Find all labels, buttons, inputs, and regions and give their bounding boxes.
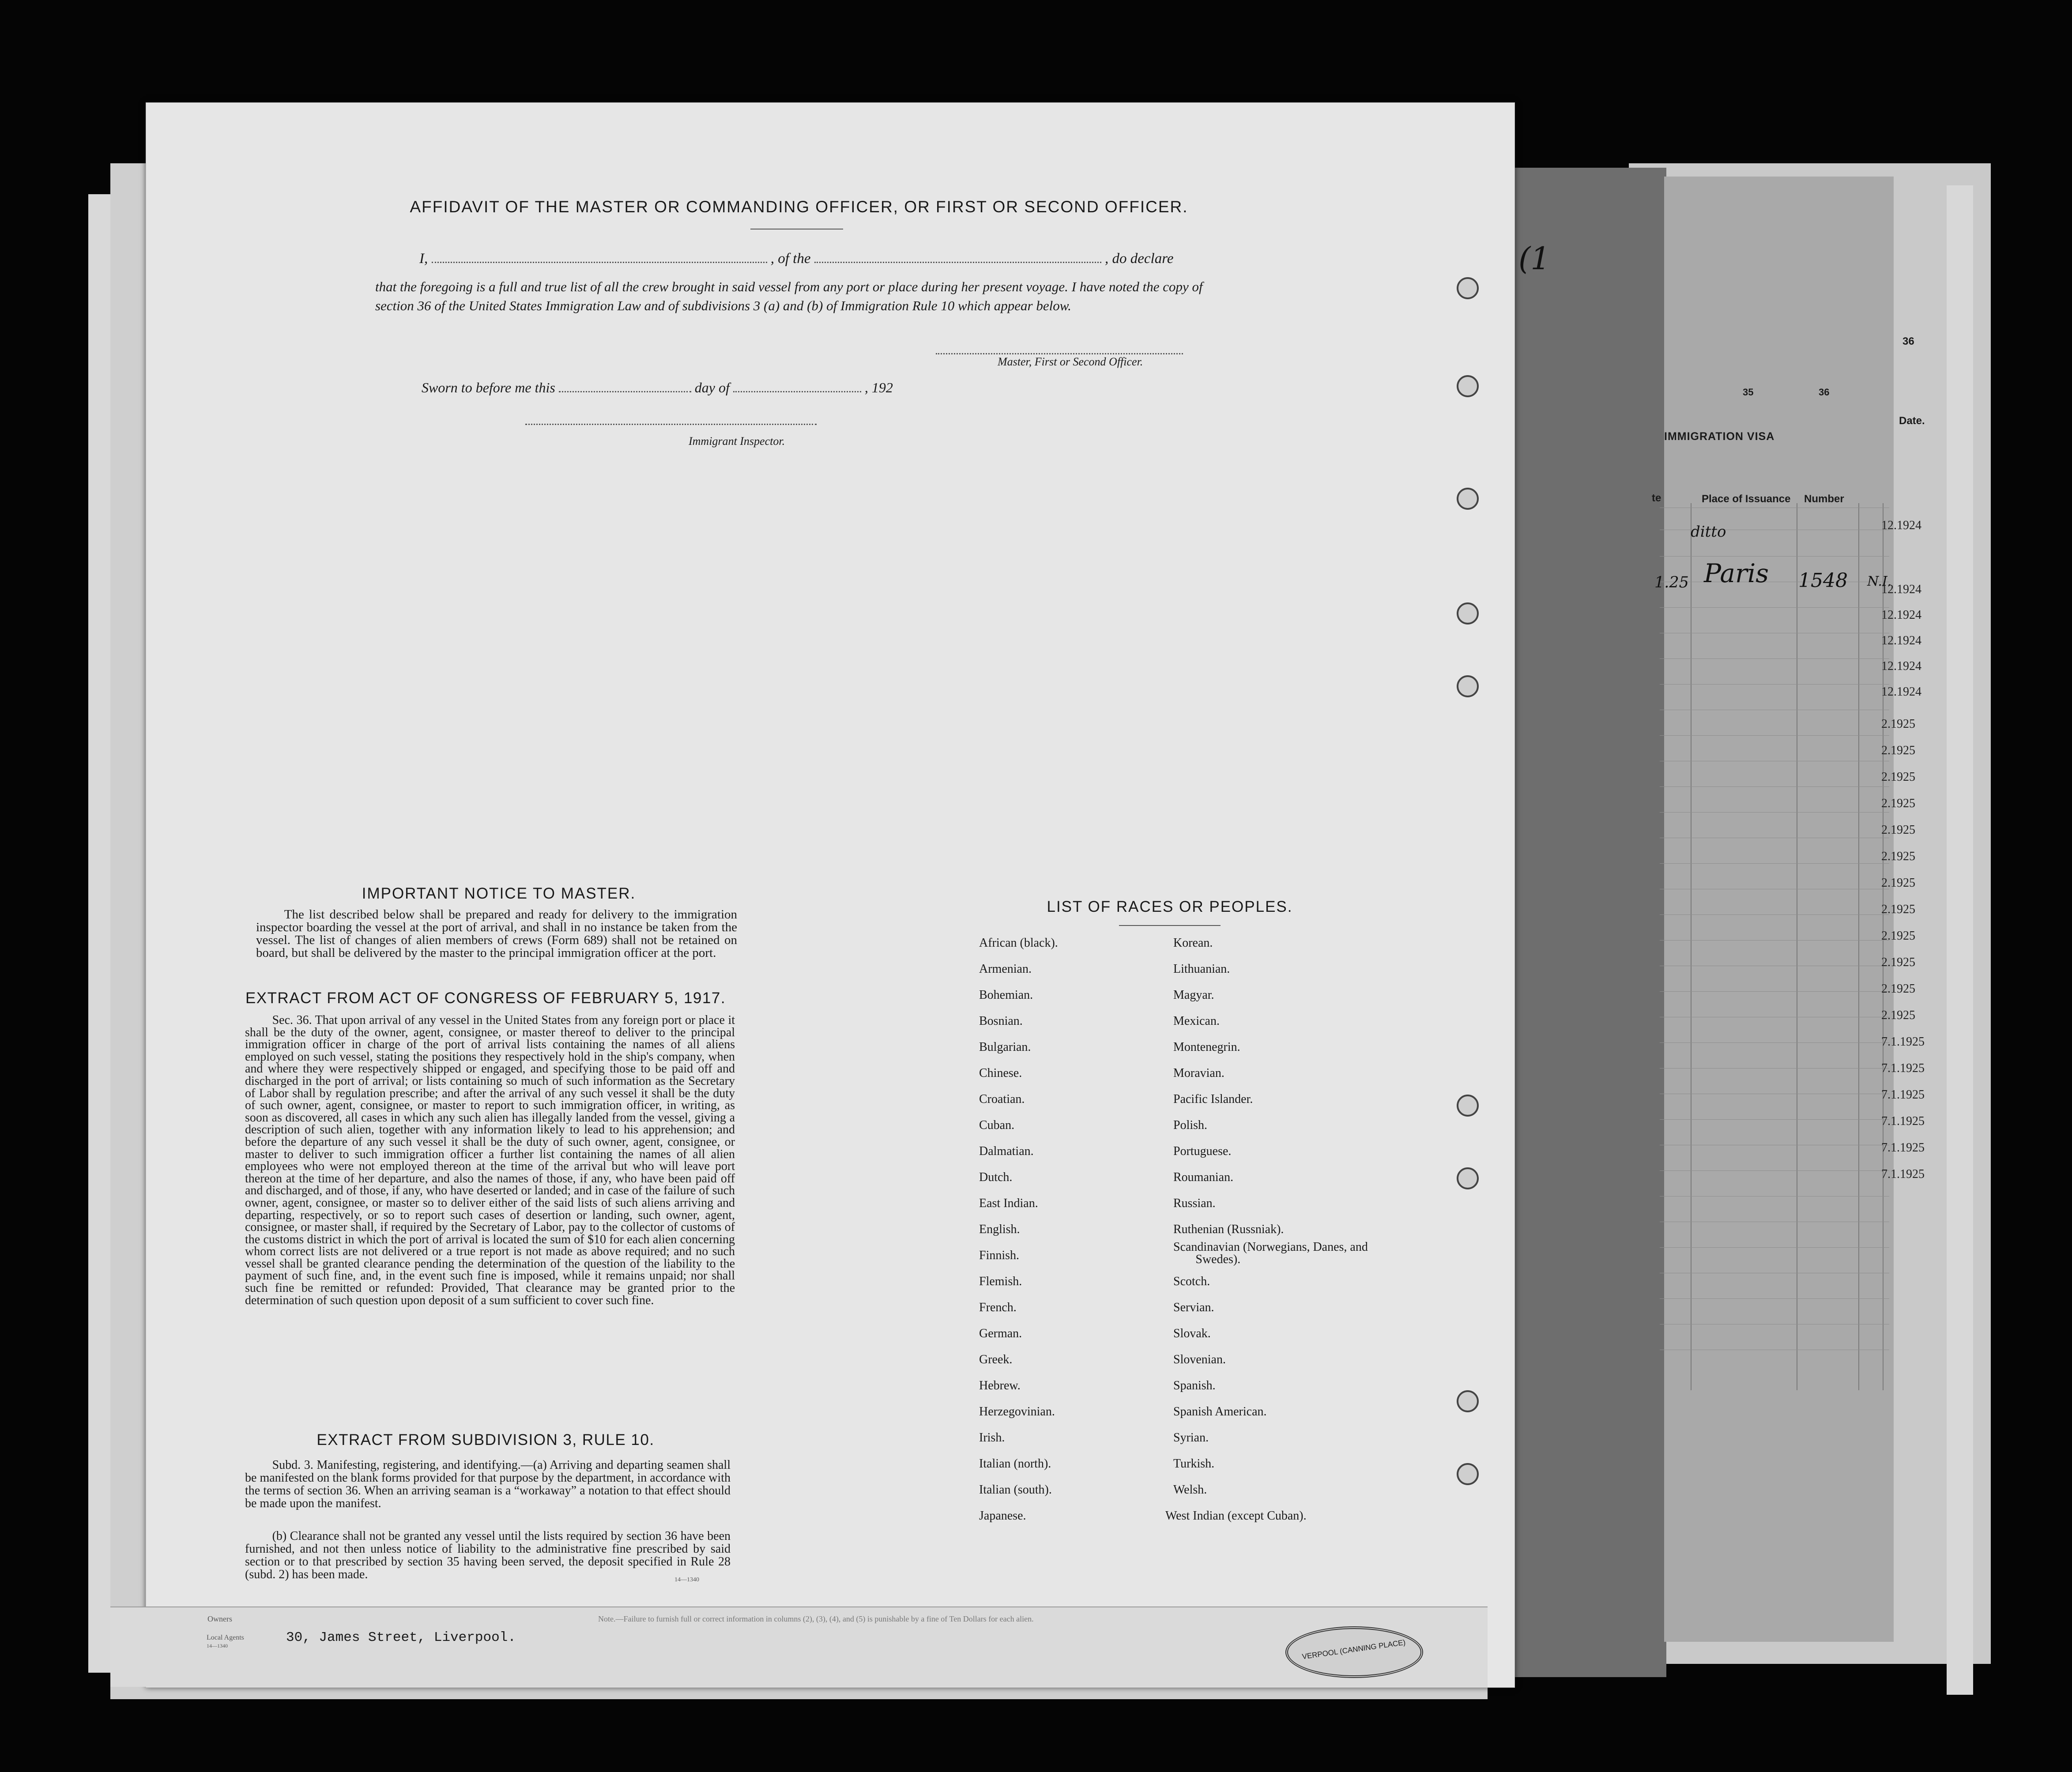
race-left: Italian (north).: [979, 1457, 1051, 1471]
race-right: Pacific Islander.: [1173, 1092, 1253, 1106]
affidavit-title: AFFIDAVIT OF THE MASTER OR COMMANDING OFFICER, OR FIRST OR SECOND OFFICER.: [410, 198, 1188, 216]
date-entry: 12.1924: [1881, 583, 1921, 596]
race-right: Korean.: [1173, 936, 1213, 950]
margin-handwritten-mark: (1: [1518, 241, 1550, 277]
race-left: Finnish.: [979, 1249, 1020, 1262]
race-left: Dutch.: [979, 1170, 1013, 1184]
master-signature-line: [936, 353, 1183, 354]
act-extract-heading: EXTRACT FROM ACT OF CONGRESS OF FEBRUARY 5, 1917.: [245, 989, 726, 1007]
race-left: Chinese.: [979, 1066, 1022, 1080]
date-entry: 7.1.1925: [1881, 1114, 1925, 1128]
race-right: Portuguese.: [1173, 1144, 1232, 1158]
race-left: East Indian.: [979, 1196, 1038, 1210]
port-stamp-text: VERPOOL (CANNING PLACE): [1301, 1638, 1406, 1661]
punch-hole: [1457, 375, 1479, 397]
date-entry: 12.1924: [1881, 634, 1921, 647]
race-left: Dalmatian.: [979, 1144, 1034, 1158]
race-right: Servian.: [1173, 1301, 1214, 1314]
date-entry: 7.1.1925: [1881, 1061, 1925, 1075]
race-left: Croatian.: [979, 1092, 1025, 1106]
race-left: Irish.: [979, 1431, 1005, 1445]
date-entry: 7.1.1925: [1881, 1141, 1925, 1155]
day-blank: [559, 391, 691, 392]
of-the-label: , of the: [770, 251, 811, 267]
visa-number-header: Number: [1804, 493, 1844, 505]
grid-row-line: [1660, 786, 1889, 787]
race-right: Spanish American.: [1173, 1405, 1267, 1418]
races-heading: LIST OF RACES OR PEOPLES.: [1047, 898, 1293, 915]
date-entry: 2.1925: [1881, 770, 1915, 784]
date-entry: 2.1925: [1881, 717, 1915, 731]
punch-hole: [1457, 1095, 1479, 1117]
owners-label: Owners: [207, 1614, 232, 1623]
agent-address: 30, James Street, Liverpool.: [286, 1630, 516, 1645]
grid-row-line: [1660, 1042, 1889, 1043]
grid-row-line: [1660, 607, 1889, 608]
race-left: Armenian.: [979, 962, 1032, 976]
grid-row-line: [1660, 991, 1889, 992]
do-declare-label: , do declare: [1104, 251, 1174, 267]
day-of-label: day of: [694, 380, 730, 395]
immigration-visa-heading: IMMIGRATION VISA: [1664, 430, 1775, 443]
race-right: Roumanian.: [1173, 1170, 1234, 1184]
date-entry: 2.1925: [1881, 744, 1915, 757]
punch-hole: [1457, 1167, 1479, 1189]
punch-hole: [1457, 1463, 1479, 1485]
race-left: Bulgarian.: [979, 1040, 1031, 1054]
race-right: Moravian.: [1173, 1066, 1224, 1080]
date-entry: 2.1925: [1881, 797, 1915, 810]
date-entry: 2.1925: [1881, 929, 1915, 943]
grid-line: [1691, 503, 1692, 1390]
date-entry: 2.1925: [1881, 876, 1915, 890]
race-right: Mexican.: [1173, 1014, 1220, 1028]
date-entry: 7.1.1925: [1881, 1088, 1925, 1102]
i-label: I,: [419, 251, 428, 267]
race-right: Slovenian.: [1173, 1353, 1226, 1366]
grid-row-line: [1660, 735, 1889, 736]
race-right: Spanish.: [1173, 1379, 1216, 1392]
date-entry: 12.1924: [1881, 659, 1921, 673]
race-left: English.: [979, 1223, 1020, 1236]
race-right: Syrian.: [1173, 1431, 1209, 1445]
visa-date-entry: 1.25: [1654, 574, 1689, 591]
race-right: Welsh.: [1173, 1483, 1207, 1497]
inspector-signature-line: [525, 424, 817, 425]
date-entry: 2.1925: [1881, 850, 1915, 863]
punch-hole: [1457, 277, 1479, 299]
notice-text: The list described below shall be prepared and ready for delivery to the immigration inspector boarding the vessel at the port of arrival, and shall in no instance be taken from the vessel. The list of changes of alien members of crews (Form 689) shall not be retained on board, but shall be delivered by the master to the principal immigration officer at the port.: [256, 907, 737, 960]
visa-date-header: te: [1652, 492, 1661, 504]
inspector-label: Immigrant Inspector.: [689, 435, 785, 448]
date-entry: 2.1925: [1881, 956, 1915, 969]
race-left: Hebrew.: [979, 1379, 1021, 1392]
date-column-header: Date.: [1899, 415, 1925, 427]
grid-row-line: [1660, 658, 1889, 659]
subdivision-heading: EXTRACT FROM SUBDIVISION 3, RULE 10.: [316, 1431, 655, 1448]
form-number: 14—1340: [674, 1576, 699, 1583]
race-left: Herzegovinian.: [979, 1405, 1055, 1418]
grid-row-line: [1660, 1119, 1889, 1120]
date-entry: 2.1925: [1881, 903, 1915, 916]
right-page-edge: [1947, 185, 1973, 1695]
race-right: Magyar.: [1173, 988, 1214, 1002]
punch-hole: [1457, 602, 1479, 625]
act-extract-text: Sec. 36. That upon arrival of any vessel in the United States from any foreign port or place it shall be the duty of the owner, agent, consignee, or master thereof to deliver to the principal immigration officer in charge of the port of arrival lists containing the names of all aliens employed on such vessel, stating the positions they respectively hold in the ship's company, when and where they were respectively shipped or engaged, and specifying those to be paid off and discharged in the port of arrival; or lists containing so much of such information as the Secretary of Labor shall by regulation prescribe; and after the arrival of any such vessel it shall be the duty of such owner, agent, consignee, or master to report to such immigration officer, in writing, as soon as discovered, all cases in which any such alien has illegally landed from the vessel, giving a description of such alien, together with any information likely to lead to his apprehension; and before the departure of any such vessel it shall be the duty of such owner, agent, consignee, or master to deliver to such immigration officer a further list containing the names of all alien employees who were not employed thereon at the time of the arrival but who will leave port thereon at the time of her departure, and also the names of those, if any, who have been paid off and discharged, and of those, if any, who have deserted or landed; and in case of the failure of such owner, agent, consignee, or master so to deliver either of the said lists of such aliens arriving and departing, respectively, or so to report such cases of desertion or landing, such owner, agent, consignee, or master shall, if required by the Secretary of Labor, pay to the collector of customs of the customs district in which the port of arrival is located the sum of $10 for each alien concerning whom correct lists are not delivered or a true report is not made as above required; and no such vessel shall be granted clearance pending the determination of the question of the liability to the payment of such fine, and, in the event such fine is imposed, while it remains unpaid; nor shall such fine be remitted or refunded: Provided, That clearance may be granted prior to the determination of such question upon deposit of a sum sufficient to cover such fine.: [245, 1013, 735, 1307]
race-left: Bosnian.: [979, 1014, 1023, 1028]
race-right: Ruthenian (Russniak).: [1173, 1223, 1284, 1236]
grid-row-line: [1660, 684, 1889, 685]
year-prefix: , 192: [864, 380, 893, 395]
punch-hole: [1457, 1390, 1479, 1412]
date-entry: 7.1.1925: [1881, 1035, 1925, 1049]
column-number-35: 35: [1743, 387, 1754, 398]
race-left: African (black).: [979, 936, 1058, 950]
punch-hole: [1457, 488, 1479, 510]
grid-row-line: [1660, 914, 1889, 915]
date-entry: 12.1924: [1881, 519, 1921, 532]
visa-place-entry: Paris: [1704, 558, 1769, 588]
race-right: Scotch.: [1173, 1275, 1210, 1288]
visa-ditto-mark: ditto: [1691, 523, 1726, 541]
crew-list-grid-area: [1664, 177, 1894, 1642]
date-entry: 2.1925: [1881, 1008, 1915, 1022]
race-left: Japanese.: [979, 1509, 1026, 1523]
date-entry: 12.1924: [1881, 685, 1921, 699]
grid-row-line: [1660, 1170, 1889, 1171]
punch-hole: [1457, 675, 1479, 697]
visa-suffix-entry: N.I.: [1867, 574, 1892, 589]
local-agents-text: Local Agents: [207, 1634, 244, 1641]
date-entry: 7.1.1925: [1881, 1167, 1925, 1181]
grid-row-line: [1660, 556, 1889, 557]
date-entry: 12.1924: [1881, 608, 1921, 622]
grid-row-line: [1660, 863, 1889, 864]
race-left: Cuban.: [979, 1118, 1015, 1132]
month-blank: [733, 391, 861, 392]
grid-row-line: [1660, 940, 1889, 941]
race-left: Italian (south).: [979, 1483, 1052, 1497]
column-number-36: 36: [1819, 387, 1830, 398]
local-agents-form: 14—1340: [207, 1643, 228, 1649]
local-agents-label: [207, 1634, 244, 1650]
vessel-blank: [814, 262, 1101, 263]
subdivision-a-text: Subd. 3. Manifesting, registering, and identifying.—(a) Arriving and departing seamen shall be manifested on the blank forms provided for that purpose by the department, in accordance with the terms of section 36. When an arriving seaman is a “workaway” a notation to that effect should be made upon the manifest.: [245, 1458, 731, 1510]
name-blank: [432, 262, 767, 263]
footer-note: Note.—Failure to furnish full or correct information in columns (2), (3), (4), and (5) is punishable by a fine of Ten Dollars for each alien.: [598, 1614, 1034, 1623]
grid-row-line: [1660, 1247, 1889, 1248]
declaration-statement: that the foregoing is a full and true list of all the crew brought in said vessel from any port or place during her present voyage. I have noted the copy of section 36 of the United States Immigration Law and of subdivisions 3 (a) and (b) of Immigration Rule 10 which appear below.: [375, 279, 1203, 313]
race-right: Turkish.: [1173, 1457, 1215, 1471]
race-right: Slovak.: [1173, 1327, 1211, 1340]
races-divider: [1119, 925, 1221, 926]
grid-line: [1858, 503, 1859, 1390]
race-left: Greek.: [979, 1353, 1013, 1366]
sworn-label: Sworn to before me this: [422, 380, 555, 395]
master-signature-label: Master, First or Second Officer.: [998, 355, 1143, 368]
race-right: Montenegrin.: [1173, 1040, 1240, 1054]
column-number-36-top: 36: [1902, 335, 1914, 347]
race-right: Russian.: [1173, 1196, 1216, 1210]
grid-row-line: [1660, 812, 1889, 813]
race-left: Bohemian.: [979, 988, 1033, 1002]
date-entry: 2.1925: [1881, 823, 1915, 837]
notice-heading: IMPORTANT NOTICE TO MASTER.: [362, 885, 636, 902]
date-entry: 2.1925: [1881, 982, 1915, 996]
race-left: German.: [979, 1327, 1022, 1340]
declaration-line: [419, 251, 1214, 267]
race-right: West Indian (except Cuban).: [1165, 1509, 1307, 1523]
race-right: Lithuanian.: [1173, 962, 1230, 976]
sworn-line: [422, 380, 995, 396]
race-left: Flemish.: [979, 1275, 1022, 1288]
grid-row-line: [1660, 1298, 1889, 1299]
subdivision-b-text: (b) Clearance shall not be granted any vessel until the lists required by section 36 have been furnished, and not then unless notice of liability to the administrative fine prescribed by said section or to that prescribed by section 35 having been served, the deposit specified in Rule 28 (subd. 2) has been made.: [245, 1529, 731, 1581]
race-right: Scandinavian (Norwegians, Danes, and Swedes).: [1173, 1240, 1368, 1266]
visa-number-entry: 1548: [1798, 569, 1848, 592]
race-right: Polish.: [1173, 1118, 1208, 1132]
race-left: French.: [979, 1301, 1017, 1314]
place-of-issuance-header: Place of Issuance: [1702, 493, 1791, 505]
